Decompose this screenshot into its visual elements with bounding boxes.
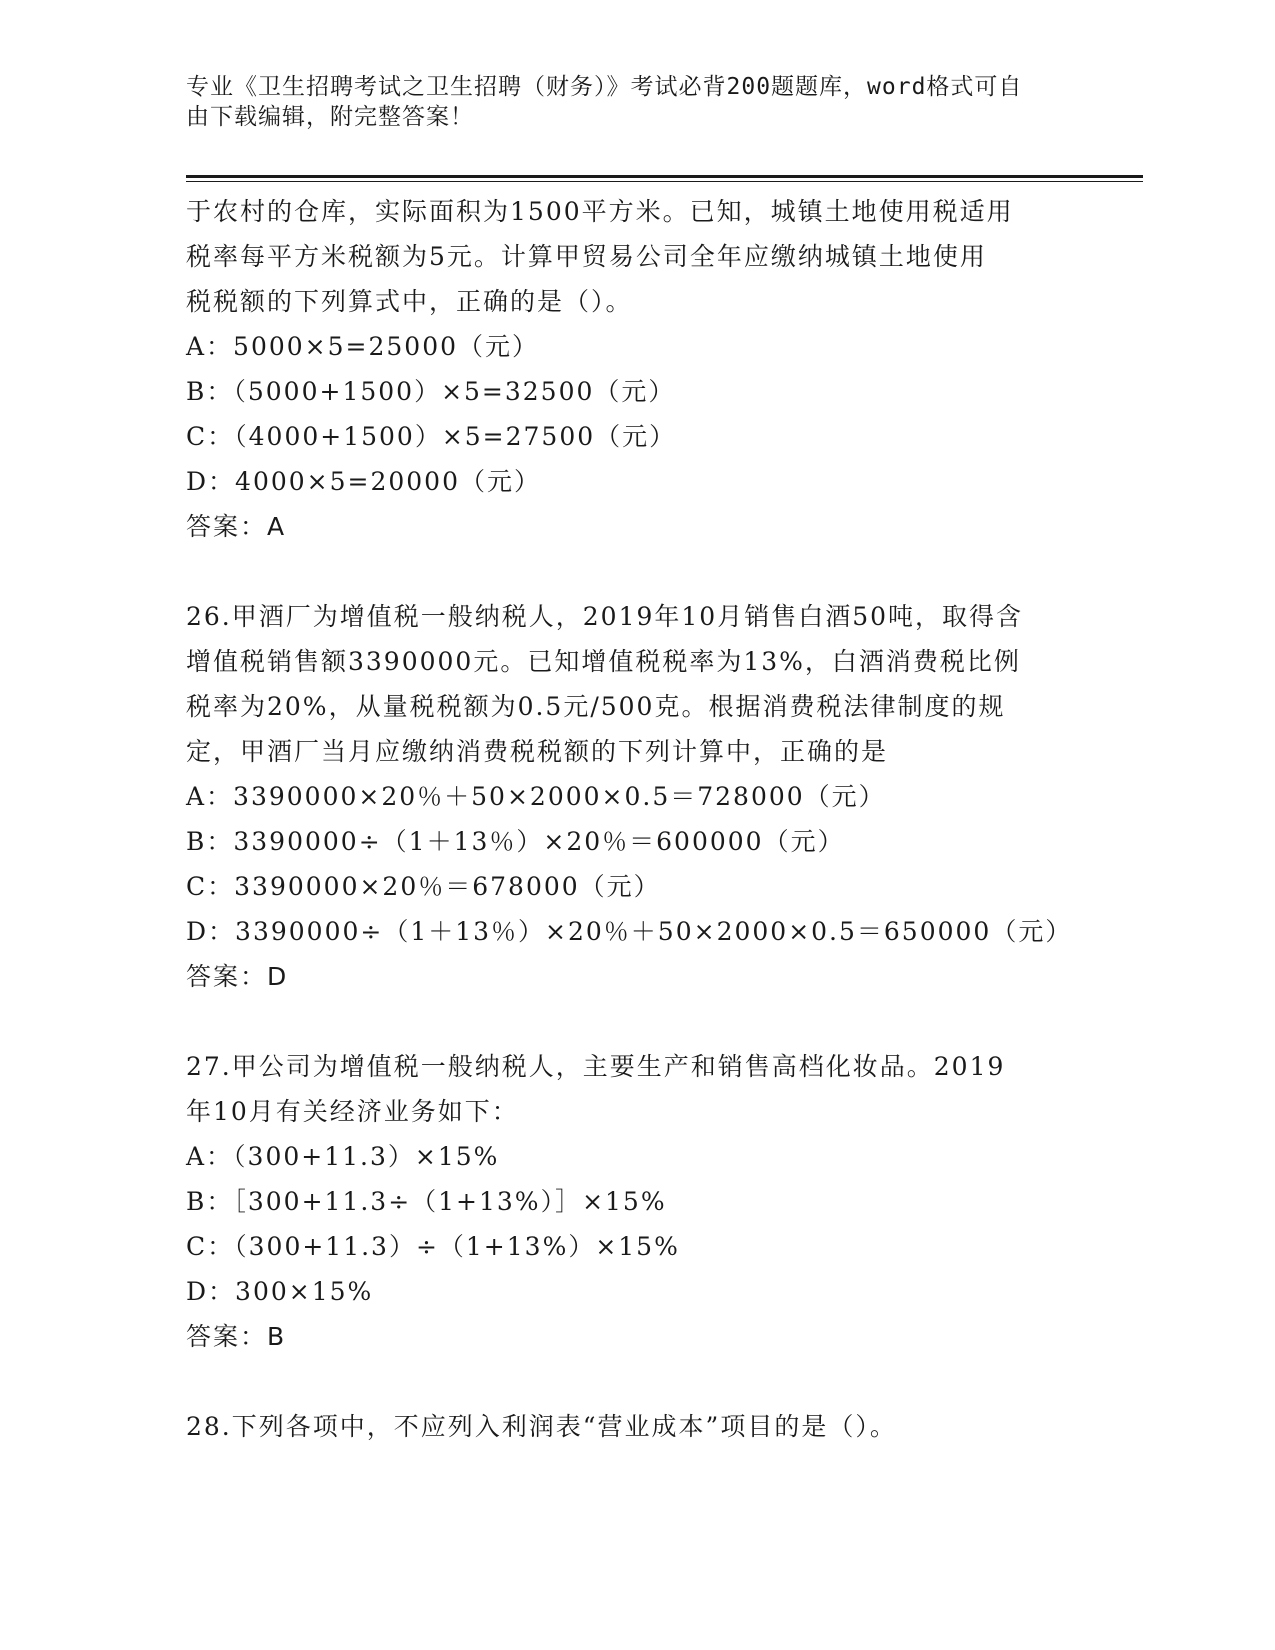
question-list xyxy=(186,189,1076,1449)
option-c: C：3390000×20％＝678000（元） xyxy=(186,872,661,901)
answer-line: 答案：D xyxy=(186,962,289,991)
option-b: B：［300+11.3÷（1+13%）］×15% xyxy=(186,1187,667,1216)
question-stem-line: 增值税销售额3390000元。已知增值税税率为13%，白酒消费税比例 xyxy=(186,647,1021,676)
question-stem-line: 定，甲酒厂当月应缴纳消费税税额的下列计算中，正确的是 xyxy=(186,737,889,766)
option-a: A：（300+11.3）×15% xyxy=(186,1142,500,1171)
option-d: D：3390000÷（1＋13％）×20％＋50×2000×0.5＝650000（元） xyxy=(186,917,1073,946)
option-c: C：（4000+1500）×5=27500（元） xyxy=(186,422,677,451)
question-stem-line: 年10月有关经济业务如下： xyxy=(186,1097,519,1126)
option-d: D：300×15% xyxy=(186,1277,374,1306)
question-stem-line: 27.甲公司为增值税一般纳税人，主要生产和销售高档化妆品。2019 xyxy=(186,1052,1006,1081)
option-d: D：4000×5=20000（元） xyxy=(186,467,541,496)
question-26 xyxy=(186,594,1076,999)
question-27 xyxy=(186,1044,1076,1359)
option-b: B：3390000÷（1＋13％）×20％＝600000（元） xyxy=(186,827,845,856)
question-stem-line: 28.下列各项中，不应列入利润表“营业成本”项目的是（）。 xyxy=(186,1412,897,1441)
question-28 xyxy=(186,1404,1076,1449)
option-a: A：3390000×20％＋50×2000×0.5＝728000（元） xyxy=(186,782,886,811)
spacer xyxy=(186,549,1076,594)
header-line-1: 专业《卫生招聘考试之卫生招聘（财务）》考试必背200题题库，word格式可自 xyxy=(186,74,1023,100)
header-rule-thin xyxy=(186,181,1143,182)
question-stem-line: 26.甲酒厂为增值税一般纳税人，2019年10月销售白酒50吨，取得含 xyxy=(186,602,1024,631)
question-stem-line: 于农村的仓库，实际面积为1500平方米。已知，城镇土地使用税适用 xyxy=(186,197,1014,226)
answer-line: 答案：B xyxy=(186,1322,287,1351)
option-c: C：（300+11.3）÷（1+13%）×15% xyxy=(186,1232,680,1261)
spacer xyxy=(186,999,1076,1044)
document-header xyxy=(186,72,1066,132)
header-line-2: 由下载编辑，附完整答案！ xyxy=(186,104,474,130)
question-stem-line: 税率每平方米税额为5元。计算甲贸易公司全年应缴纳城镇土地使用 xyxy=(186,242,987,271)
option-b: B：（5000+1500）×5=32500（元） xyxy=(186,377,676,406)
question-25 xyxy=(186,189,1076,549)
header-rule-thick xyxy=(186,175,1143,178)
option-a: A：5000×5=25000（元） xyxy=(186,332,540,361)
question-stem-line: 税率为20%，从量税税额为0.5元/500克。根据消费税法律制度的规 xyxy=(186,692,1006,721)
spacer xyxy=(186,1359,1076,1404)
answer-line: 答案：A xyxy=(186,512,287,541)
question-stem-line: 税税额的下列算式中，正确的是（）。 xyxy=(186,287,633,316)
